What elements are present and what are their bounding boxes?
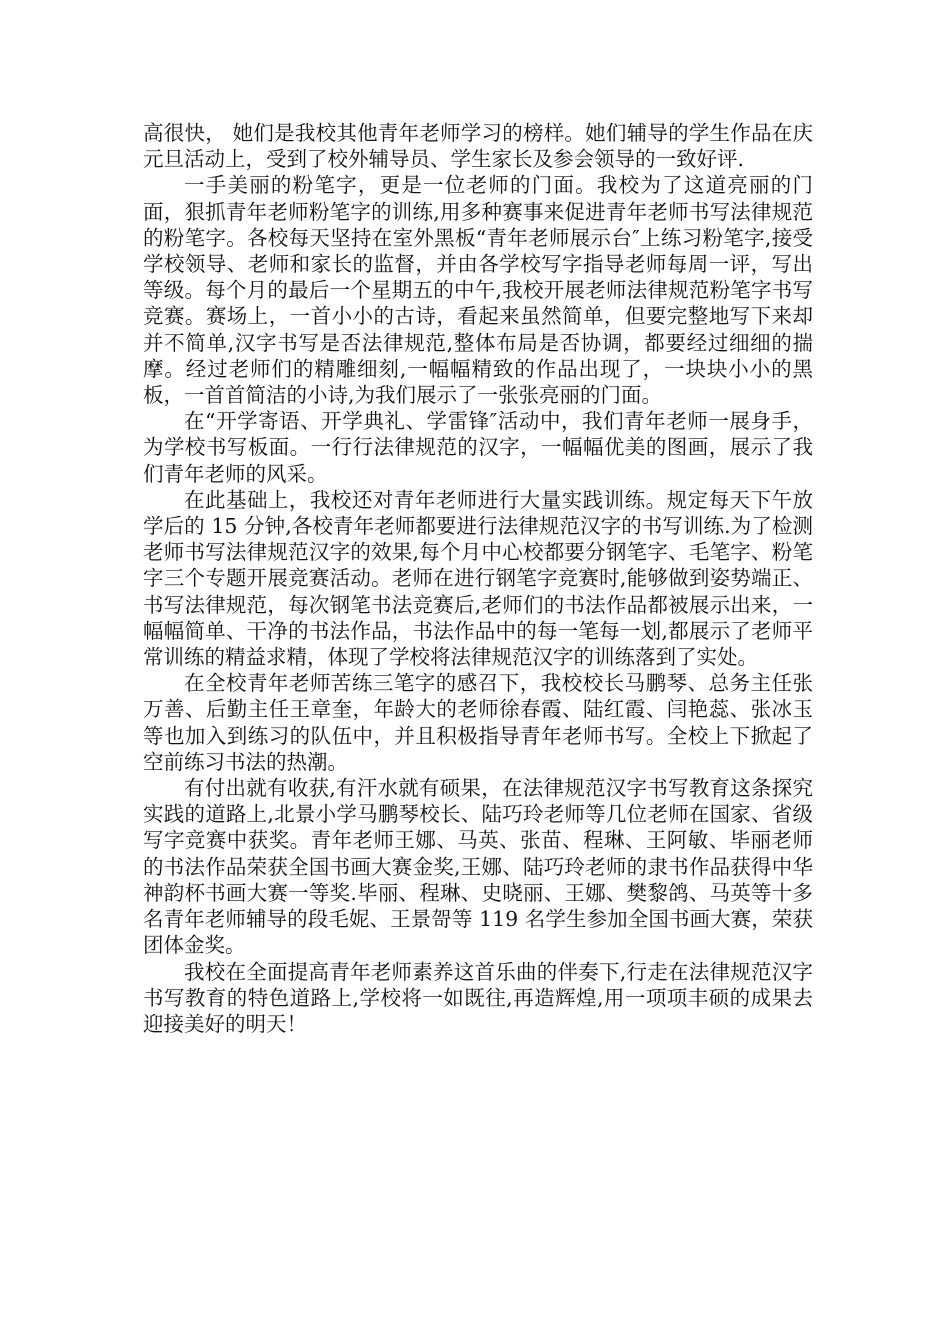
paragraph-chalk-writing: 一手美丽的粉笔字，更是一位老师的门面。我校为了这道亮丽的门面，狠抓青年老师粉笔字的训练,用多种赛事来促进青年老师书写法律规范的粉笔字。各校每天坚持在室外黑板“青年老师展示台″上练习粉笔字,接受学校领导、老师和家长的监督，并由各学校写字指导老师每周一评，写出等级。每个月的最后一个星期五的中午,我校开展老师法律规范粉笔字书写竞赛。赛场上，一首小小的古诗，看起来虽然简单，但要完整地写下来却并不简单,汉字书写是否法律规范,整体布局是否协调，都要经过细细的揣摩。经过老师们的精雕细刻,一幅幅精致的作品出现了，一块块小小的黑板，一首首简洁的小诗,为我们展示了一张张亮丽的门面。 (143, 173, 813, 408)
paragraph-conclusion: 我校在全面提高青年老师素养这首乐曲的伴奏下,行走在法律规范汉字书写教育的特色道路上,学校将一如既往,再造辉煌,用一项项丰硕的成果去迎接美好的明天！ (143, 959, 813, 1036)
paragraph-board-writing: 在“开学寄语、开学典礼、学雷锋″活动中，我们青年老师一展身手，为学校书写板面。一行行法律规范的汉字，一幅幅优美的图画，展示了我们青年老师的风采。 (143, 409, 813, 486)
document-page (143, 120, 813, 1037)
paragraph-awards: 有付出就有收获,有汗水就有硕果，在法律规范汉字书写教育这条探究实践的道路上,北景小学马鹏琴校长、陆巧玲老师等几位老师在国家、省级写字竞赛中获奖。青年老师王娜、马英、张苗、程琳、王阿敏、毕丽老师的书法作品荣获全国书画大赛金奖,王娜、陆巧玲老师的隶书作品获得中华神韵杯书画大赛一等奖.毕丽、程琳、史晓丽、王娜、樊黎鸽、马英等十多名青年老师辅导的段毛妮、王景哿等 119 名学生参加全国书画大赛，荣获团体金奖。 (143, 776, 813, 958)
paragraph-staff-participation: 在全校青年老师苦练三笔字的感召下，我校校长马鹏琴、总务主任张万善、后勤主任王章奎，年龄大的老师徐春霞、陆红霞、闫艳蕊、张冰玉等也加入到练习的队伍中，并且积极指导青年老师书写。全校上下掀起了空前练习书法的热潮。 (143, 671, 813, 774)
paragraph-practice-training: 在此基础上，我校还对青年老师进行大量实践训练。规定每天下午放学后的 15 分钟,各校青年老师都要进行法律规范汉字的书写训练.为了检测老师书写法律规范汉字的效果,每个月中心校都要分钢笔字、毛笔字、粉笔字三个专题开展竞赛活动。老师在进行钢笔字竞赛时,能够做到姿势端正、书写法律规范，每次钢笔书法竞赛后,老师们的书法作品都被展示出来，一幅幅简单、干净的书法作品，书法作品中的每一笔每一划,都展示了老师平常训练的精益求精，体现了学校将法律规范汉字的训练落到了实处。 (143, 487, 813, 670)
paragraph-continued: 高很快， 她们是我校其他青年老师学习的榜样。她们辅导的学生作品在庆元旦活动上，受到了校外辅导员、学生家长及参会领导的一致好评. (143, 121, 813, 172)
